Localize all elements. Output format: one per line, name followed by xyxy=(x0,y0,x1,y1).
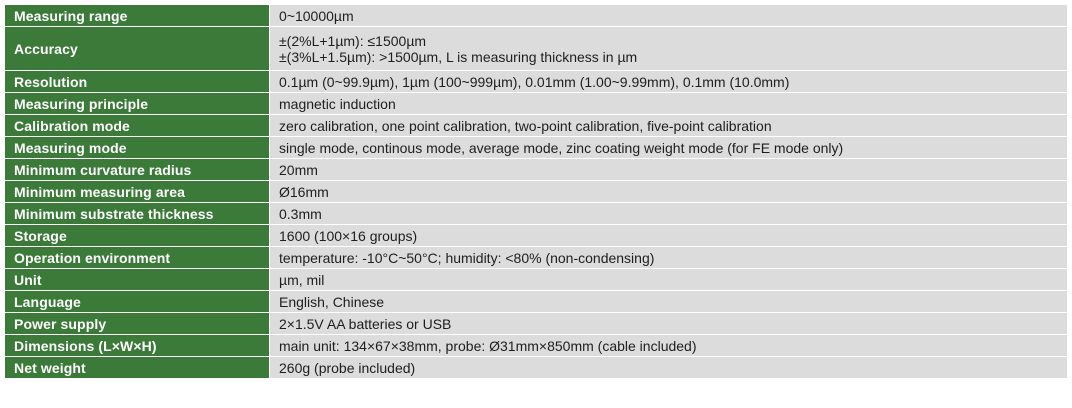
spec-value xyxy=(270,5,1068,27)
spec-value-line: 0~10000µm xyxy=(279,7,354,24)
spec-value xyxy=(270,357,1068,379)
spec-row xyxy=(5,291,1068,313)
spec-row xyxy=(5,5,1068,27)
spec-value xyxy=(270,93,1068,115)
spec-value xyxy=(270,181,1068,203)
spec-value-line: magnetic induction xyxy=(279,95,396,112)
spec-label: Calibration mode xyxy=(5,115,270,137)
spec-value xyxy=(270,27,1068,71)
spec-label: Minimum substrate thickness xyxy=(5,203,270,225)
spec-value xyxy=(270,291,1068,313)
spec-value-line: temperature: -10°C~50°C; humidity: <80% (non-condensing) xyxy=(279,249,655,266)
spec-label: Accuracy xyxy=(5,27,270,71)
spec-value-line: µm, mil xyxy=(279,271,325,288)
spec-row xyxy=(5,159,1068,181)
spec-label: Measuring range xyxy=(5,5,270,27)
spec-row xyxy=(5,247,1068,269)
spec-value-line: 2×1.5V AA batteries or USB xyxy=(279,315,452,332)
spec-value-line: zero calibration, one point calibration, two-point calibration, five-point calibration xyxy=(279,117,772,134)
specifications-body xyxy=(5,5,1068,379)
spec-label: Minimum measuring area xyxy=(5,181,270,203)
spec-row xyxy=(5,27,1068,71)
spec-value-line: 0.3mm xyxy=(279,205,322,222)
spec-value xyxy=(270,225,1068,247)
spec-value-line: 1600 (100×16 groups) xyxy=(279,227,418,244)
spec-row xyxy=(5,181,1068,203)
spec-row xyxy=(5,137,1068,159)
spec-label: Storage xyxy=(5,225,270,247)
spec-value-line: main unit: 134×67×38mm, probe: Ø31mm×850mm (cable included) xyxy=(279,337,697,354)
spec-label: Unit xyxy=(5,269,270,291)
spec-value-line: ±(3%L+1.5µm): >1500µm, L is measuring thickness in µm xyxy=(279,48,638,65)
spec-value xyxy=(270,247,1068,269)
spec-value xyxy=(270,137,1068,159)
spec-label: Measuring mode xyxy=(5,137,270,159)
spec-value xyxy=(270,313,1068,335)
spec-value xyxy=(270,335,1068,357)
spec-value-line: 0.1µm (0~99.9µm), 1µm (100~999µm), 0.01mm (1.00~9.99mm), 0.1mm (10.0mm) xyxy=(279,73,790,90)
spec-label: Dimensions (L×W×H) xyxy=(5,335,270,357)
spec-row xyxy=(5,269,1068,291)
spec-value-line: 20mm xyxy=(279,161,318,178)
spec-row xyxy=(5,71,1068,93)
spec-value xyxy=(270,203,1068,225)
spec-value-line: single mode, continous mode, average mode, zinc coating weight mode (for FE mode only) xyxy=(279,139,844,156)
spec-value xyxy=(270,115,1068,137)
spec-value-line: ±(2%L+1µm): ≤1500µm xyxy=(279,32,427,49)
spec-label: Minimum curvature radius xyxy=(5,159,270,181)
spec-row xyxy=(5,203,1068,225)
spec-label: Measuring principle xyxy=(5,93,270,115)
spec-row xyxy=(5,225,1068,247)
spec-value xyxy=(270,269,1068,291)
spec-label: Net weight xyxy=(5,357,270,379)
spec-value xyxy=(270,71,1068,93)
spec-label: Power supply xyxy=(5,313,270,335)
spec-label: Language xyxy=(5,291,270,313)
spec-label: Resolution xyxy=(5,71,270,93)
spec-value-line: English, Chinese xyxy=(279,293,385,310)
spec-row xyxy=(5,115,1068,137)
spec-value xyxy=(270,159,1068,181)
spec-row xyxy=(5,313,1068,335)
spec-row xyxy=(5,357,1068,379)
spec-row xyxy=(5,93,1068,115)
spec-label: Operation environment xyxy=(5,247,270,269)
spec-value-line: Ø16mm xyxy=(279,183,329,200)
spec-row xyxy=(5,335,1068,357)
spec-value-line: 260g (probe included) xyxy=(279,359,416,376)
specifications-table xyxy=(4,4,1068,379)
